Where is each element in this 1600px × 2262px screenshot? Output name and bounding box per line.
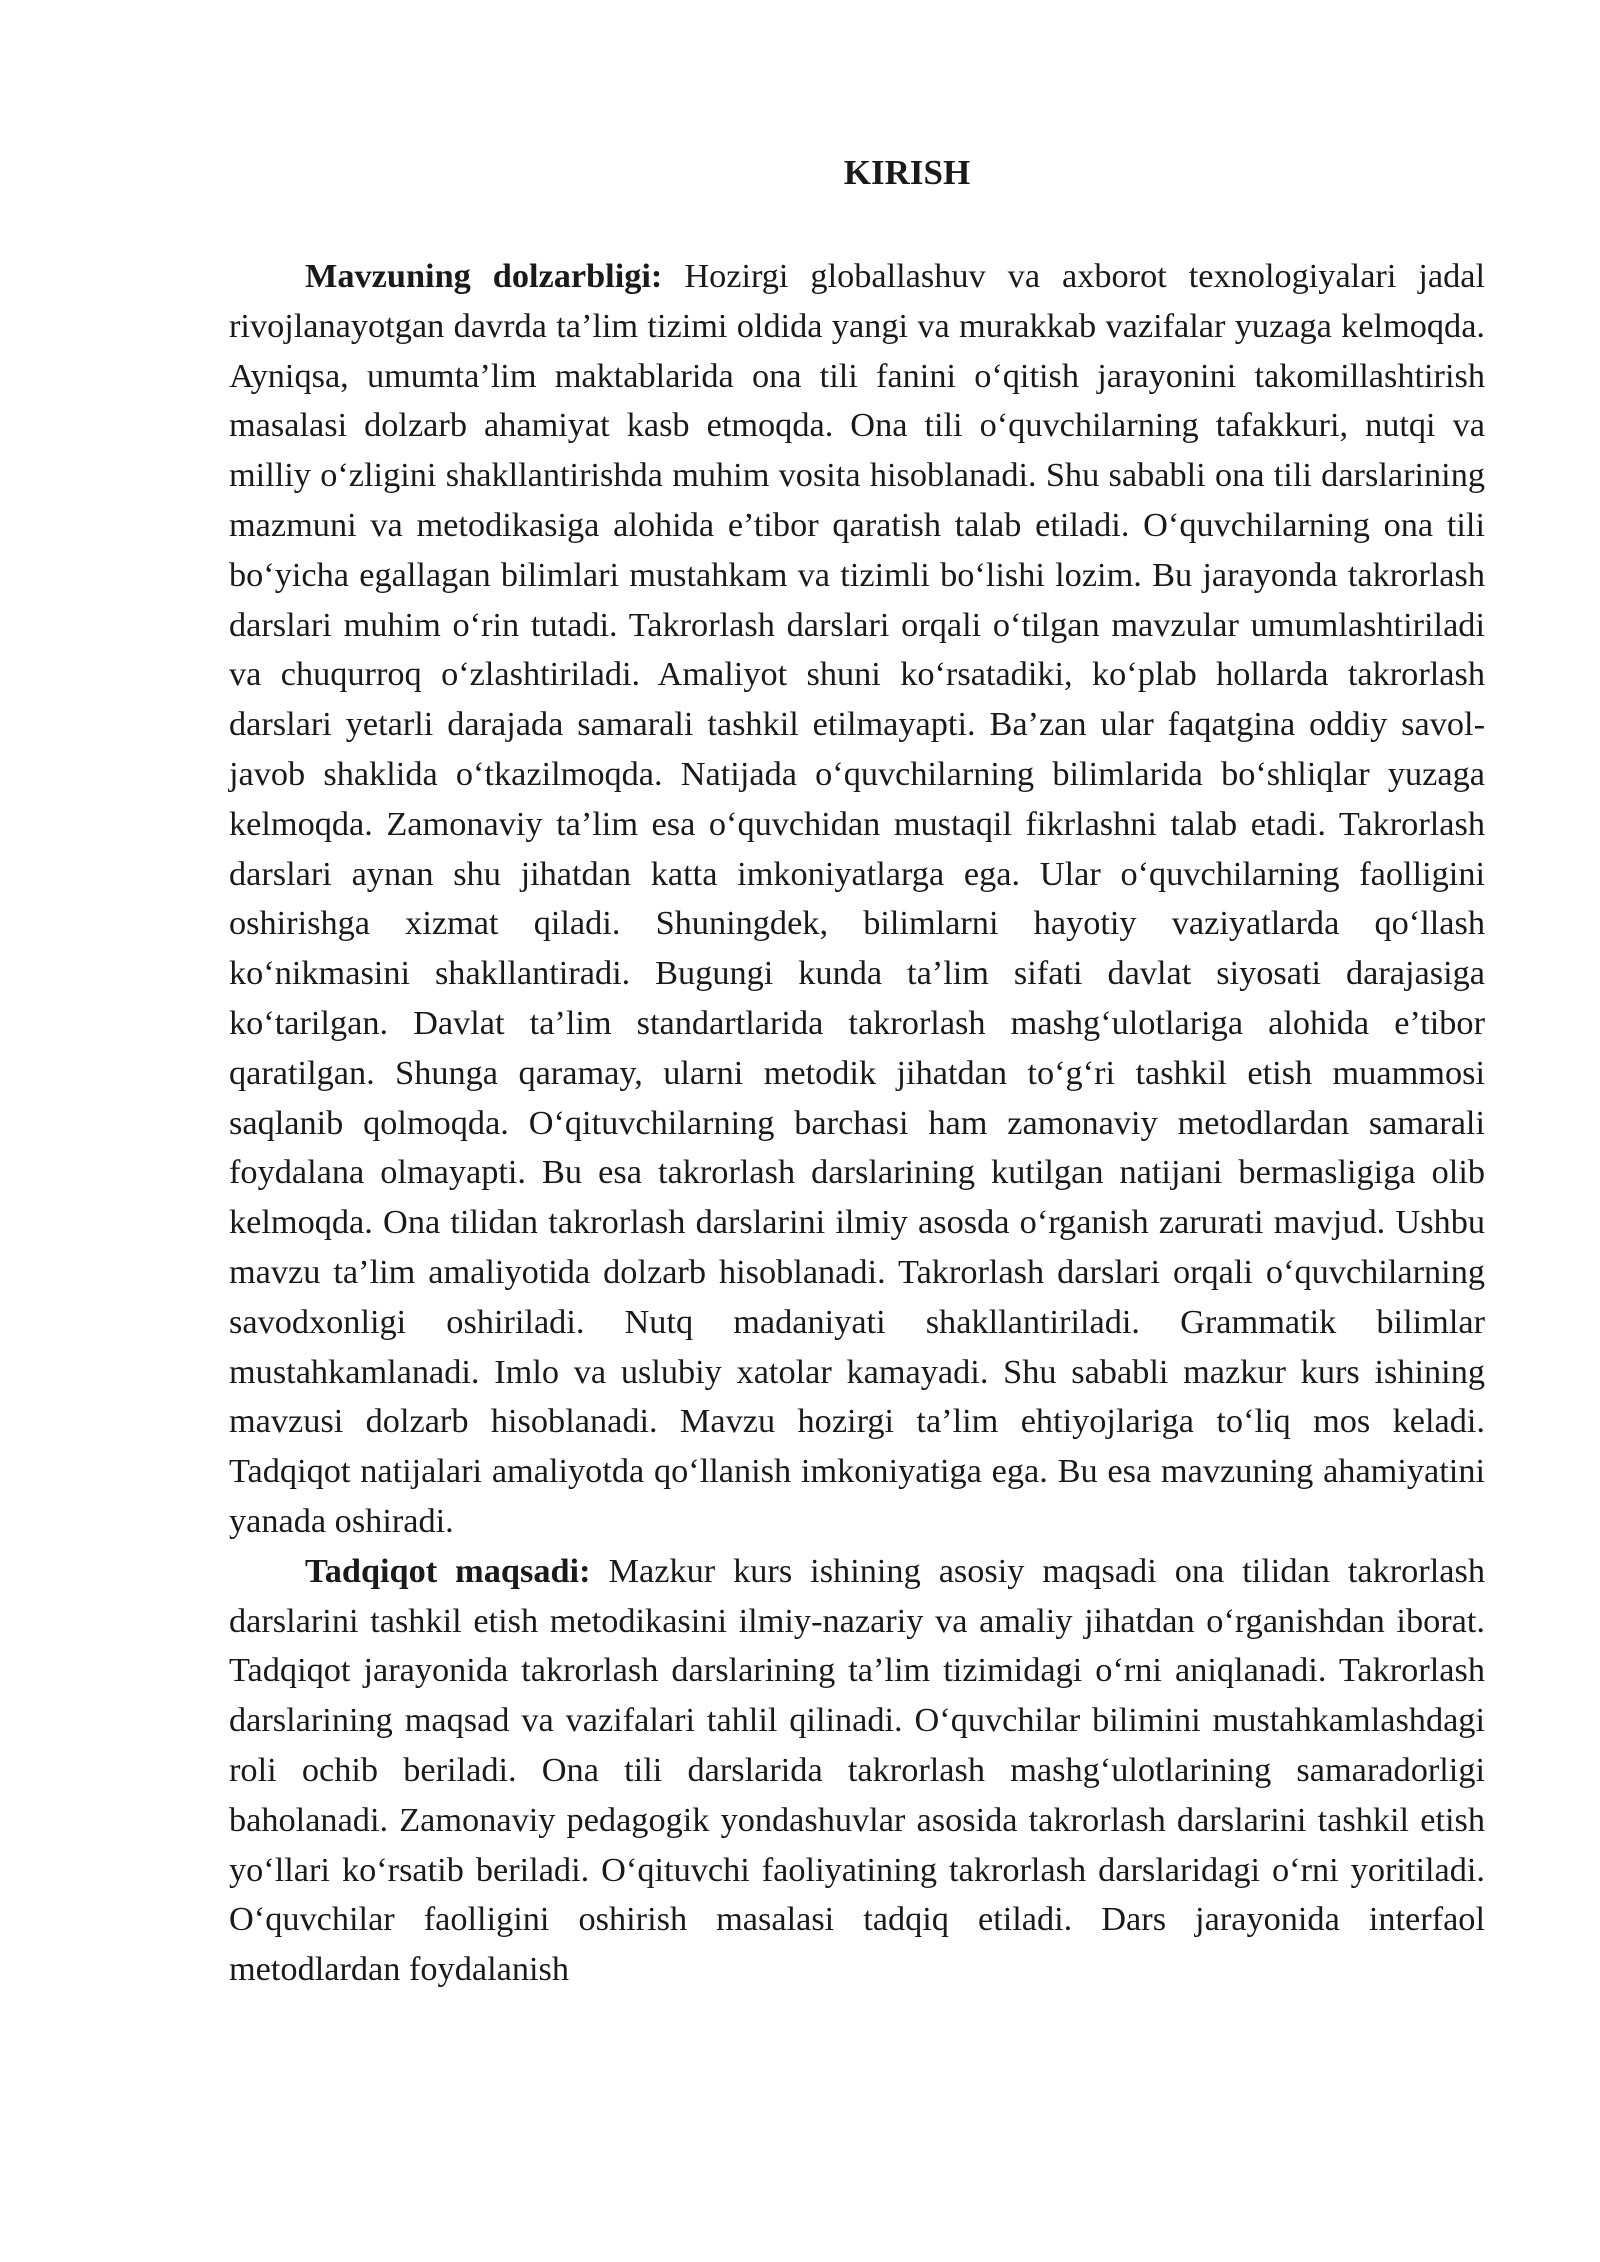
document-body <box>229 148 1485 1995</box>
paragraph-lead-research-goal: Tadqiqot maqsadi: <box>305 1551 591 1590</box>
paragraph-relevance <box>229 252 1485 1547</box>
page-title: KIRISH <box>843 153 971 192</box>
paragraph-lead-relevance: Mavzuning dolzarbligi: <box>305 257 663 295</box>
paragraph-text-research-goal: Mazkur kurs ishining asosiy maqsadi ona tilidan takrorlash darslarini tashkil etish metodikasini ilmiy-nazariy va amaliy jihatdan o‘rganishdan iborat. Tadqiqot jarayonida takrorlash darslarining ta’lim tizimidagi o‘rni aniqlanadi. Takrorlash darslarining maqsad va vazifalari tahlil qilinadi. O‘quvchilar bilimini mustahkamlashdagi roli ochib beriladi. Ona tili darslarida takrorlash mashg‘ulotlarining samaradorligi baholanadi. Zamonaviy pedagogik yondashuvlar asosida takrorlash darslarini tashkil etish yo‘llari ko‘rsatib beriladi. O‘qituvchi faoliyatining takrorlash darslaridagi o‘rni yoritiladi. O‘quvchilar faolligini oshirish masalasi tadqiq etiladi. Dars jarayonida interfaol metodlardan foydalanish <box>229 1551 1485 1989</box>
paragraph-research-goal <box>229 1547 1485 1995</box>
paragraph-text-relevance: Hozirgi globallashuv va axborot texnologiyalari jadal rivojlanayotgan davrda ta’lim tizimi oldida yangi va murakkab vazifalar yuzaga kelmoqda. Ayniqsa, umumta’lim maktablarida ona tili fanini o‘qitish jarayonini takomillashtirish masalasi dolzarb ahamiyat kasb etmoqda. Ona tili o‘quvchilarning tafakkuri, nutqi va milliy o‘zligini shakllantirishda muhim vosita hisoblanadi. Shu sababli ona tili darslarining mazmuni va metodikasiga alohida e’tibor qaratish talab etiladi. O‘quvchilarning ona tili bo‘yicha egallagan bilimlari mustahkam va tizimli bo‘lishi lozim. Bu jarayonda takrorlash darslari muhim o‘rin tutadi. Takrorlash darslari orqali o‘tilgan mavzular umumlashtiriladi va chuqurroq o‘zlashtiriladi. Amaliyot shuni ko‘rsatadiki, ko‘plab hollarda takrorlash darslari yetarli darajada samarali tashkil etilmayapti. Ba’zan ular faqatgina oddiy savol-javob shaklida o‘tkazilmoqda. Natijada o‘quvchilarning bilimlarida bo‘shliqlar yuzaga kelmoqda. Zamonaviy ta’lim esa o‘quvchidan mustaqil fikrlashni talab etadi. Takrorlash darslari aynan shu jihatdan katta imkoniyatlarga ega. Ular o‘quvchilarning faolligini oshirishga xizmat qiladi. Shuningdek, bilimlarni hayotiy vaziyatlarda qo‘llash ko‘nikmasini shakllantiradi. Bugungi kunda ta’lim sifati davlat siyosati darajasiga ko‘tarilgan. Davlat ta’lim standartlarida takrorlash mashg‘ulotlariga alohida e’tibor qaratilgan. Shunga qaramay, ularni metodik jihatdan to‘g‘ri tashkil etish muammosi saqlanib qolmoqda. O‘qituvchilarning barchasi ham zamonaviy metodlardan samarali foydalana olmayapti. Bu esa takrorlash darslarining kutilgan natijani bermasligiga olib kelmoqda. Ona tilidan takrorlash darslarini ilmiy asosda o‘rganish zarurati mavjud. Ushbu mavzu ta’lim amaliyotida dolzarb hisoblanadi. Takrorlash darslari orqali o‘quvchilarning savodxonligi oshiriladi. Nutq madaniyati shakllantiriladi. Grammatik bilimlar mustahkamlanadi. Imlo va uslubiy xatolar kamayadi. Shu sababli mazkur kurs ishining mavzusi dolzarb hisoblanadi. Mavzu hozirgi ta’lim ehtiyojlariga to‘liq mos keladi. Tadqiqot natijalari amaliyotda qo‘llanish imkoniyatiga ega. Bu esa mavzuning ahamiyatini yanada oshiradi. <box>229 257 1485 1540</box>
